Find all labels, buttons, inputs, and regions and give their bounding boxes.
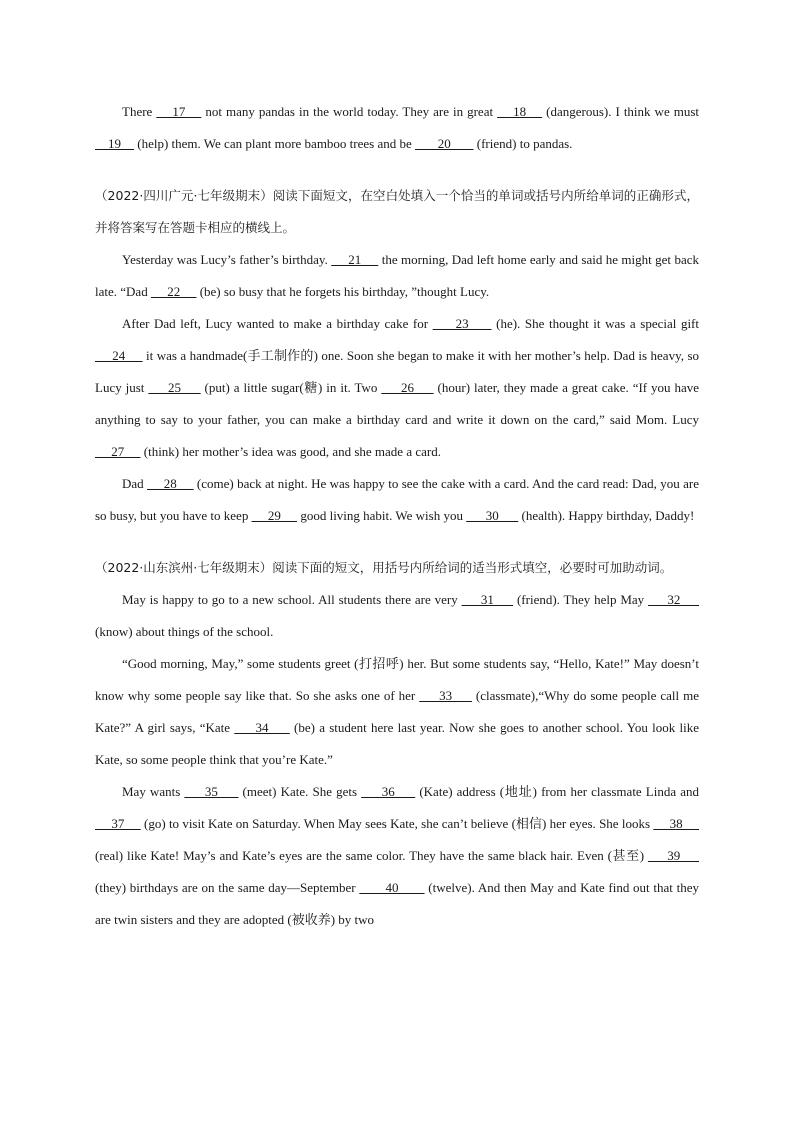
answer-blank[interactable]: 19 — [95, 136, 134, 151]
answer-blank[interactable]: 36 — [361, 784, 416, 799]
answer-blank[interactable]: 28 — [147, 476, 194, 491]
answer-blank[interactable]: 37 — [95, 816, 141, 831]
answer-blank[interactable]: 38 — [653, 816, 700, 831]
answer-blank[interactable]: 34 — [234, 720, 290, 735]
passage3-paragraph-1: May is happy to go to a new school. All students there are very 31 (friend). They help May 32 (know) about things of the school. — [95, 592, 700, 639]
answer-blank[interactable]: 26 — [381, 380, 434, 395]
answer-blank[interactable]: 32 — [648, 592, 700, 607]
passage2-instructions: （2022·四川广元·七年级期末）阅读下面短文，在空白处填入一个恰当的单词或括号内所给单词的正确形式，并将答案写在答题卡相应的横线上。 — [95, 188, 699, 235]
answer-blank[interactable]: 39 — [647, 848, 699, 863]
passage2 — [95, 180, 699, 532]
answer-blank[interactable]: 24 — [95, 348, 143, 363]
answer-blank[interactable]: 18 — [497, 104, 543, 119]
passage1-paragraph: There 17 not many pandas in the world today. They are in great 18 (dangerous). I think we must 19 (help) them. We can plant more bamboo trees and be 20 (friend) to pandas. — [95, 104, 699, 151]
answer-blank[interactable]: 29 — [251, 508, 298, 523]
passage3-paragraph-2: “Good morning, May,” some students greet (打招呼) her. But some students say, “Hello, Kate!” May doesn’t know why some people say like that. So she asks one of her 33 (classmate),“Why do some people call me Kate?” A girl says, “Kate 34 (be) a student here last year. Now she goes to another school. You look like Kate, so some people think that you’re Kate.” — [95, 656, 699, 767]
answer-blank[interactable]: 25 — [148, 380, 201, 395]
passage3 — [95, 552, 699, 936]
answer-blank[interactable]: 33 — [419, 688, 472, 703]
passage2-paragraph-2: After Dad left, Lucy wanted to make a birthday cake for 23 (he). She thought it was a special gift 24 it was a handmade(手工制作的) one. Soon she began to make it with her mother’s help. Dad is heavy, so Lucy just 25 (put) a little sugar(糖) in it. Two 26 (hour) later, they made a great cake. “If you have anything to say to your father, you can make a birthday card and write it down on the card,” said Mom. Lucy 27 (think) her mother’s idea was good, and she made a card. — [95, 316, 700, 459]
answer-blank[interactable]: 22 — [150, 284, 197, 299]
passage2-paragraph-3: Dad 28 (come) back at night. He was happy to see the cake with a card. And the card read: Dad, you are so busy, but you have to keep 29 good living habit. We wish you 30 (health). Happy birthday, Daddy! — [95, 476, 699, 523]
document-page — [95, 96, 699, 936]
passage3-instructions: （2022·山东滨州·七年级期末）阅读下面的短文，用括号内所给词的适当形式填空，必要时可加助动词。 — [95, 560, 673, 575]
answer-blank[interactable]: 40 — [359, 880, 425, 895]
passage3-paragraph-3: May wants 35 (meet) Kate. She gets 36 (Kate) address (地址) from her classmate Linda and 37 (go) to visit Kate on Saturday. When May sees Kate, she can’t believe (相信) her eyes. She looks 38 (real) like Kate! May’s and Kate’s eyes are the same color. They have the same black hair. Even (甚至) 39 (they) birthdays are on the same day—September 40 (twelve). And then May and Kate find out that they are twin sisters and they are adopted (被收养) by two — [95, 784, 700, 927]
answer-blank[interactable]: 21 — [331, 252, 379, 267]
answer-blank[interactable]: 23 — [432, 316, 492, 331]
answer-blank[interactable]: 31 — [461, 592, 514, 607]
passage2-paragraph-1: Yesterday was Lucy’s father’s birthday. 21 the morning, Dad left home early and said he might get back late. “Dad 22 (be) so busy that he forgets his birthday, ”thought Lucy. — [95, 252, 699, 299]
answer-blank[interactable]: 17 — [156, 104, 202, 119]
answer-blank[interactable]: 30 — [466, 508, 519, 523]
answer-blank[interactable]: 35 — [184, 784, 239, 799]
answer-blank[interactable]: 27 — [95, 444, 141, 459]
answer-blank[interactable]: 20 — [415, 136, 474, 151]
